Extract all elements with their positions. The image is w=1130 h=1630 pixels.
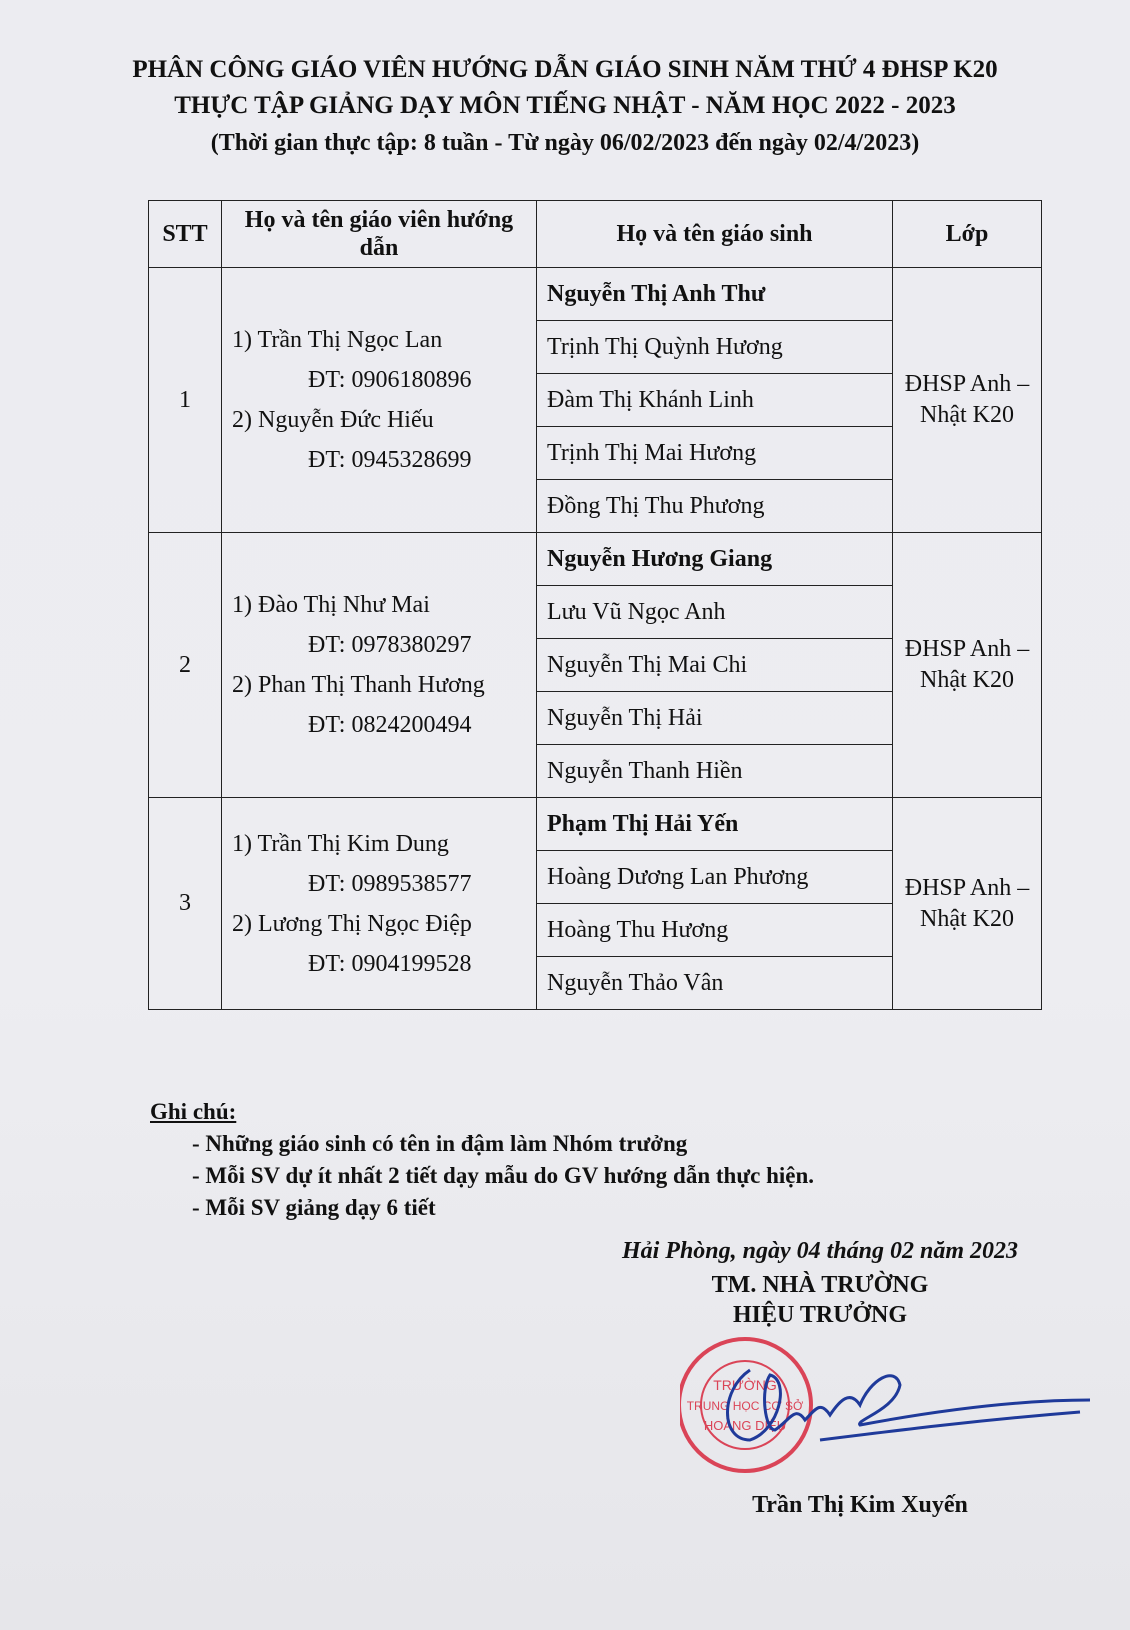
student-cell: Đàm Thị Khánh Linh	[537, 374, 893, 427]
teacher-cell	[222, 533, 537, 798]
teacher-1-phone: ĐT: 0989538577	[308, 870, 472, 897]
col-class: Lớp	[893, 201, 1042, 268]
note-item: - Mỗi SV dự ít nhất 2 tiết dạy mẫu do GV hướng dẫn thực hiện.	[192, 1163, 815, 1188]
class-cell: ĐHSP Anh – Nhật K20	[893, 533, 1042, 798]
place-date: Hải Phòng, ngày 04 tháng 02 năm 2023	[621, 1238, 1019, 1264]
student-cell: Nguyễn Thị Mai Chi	[537, 639, 893, 692]
class-cell: ĐHSP Anh – Nhật K20	[893, 798, 1042, 1010]
signer-title: HIỆU TRƯỞNG	[732, 1302, 908, 1328]
stt-cell: 2	[149, 533, 222, 798]
teacher-2: 2) Nguyễn Đức Hiếu	[232, 407, 434, 433]
notes	[150, 1096, 814, 1224]
svg-text:HOÀNG DIỆU: HOÀNG DIỆU	[703, 1418, 787, 1433]
teacher-2-phone: ĐT: 0945328699	[308, 447, 472, 473]
student-cell: Nguyễn Thị Anh Thư	[537, 268, 893, 321]
stt-cell: 3	[149, 798, 222, 1010]
title-line-3: (Thời gian thực tập: 8 tuần - Từ ngày 06/02/2023 đến ngày 02/4/2023)	[210, 130, 920, 156]
student-cell: Hoàng Dương Lan Phương	[537, 851, 893, 904]
col-teacher: Họ và tên giáo viên hướng dẫn	[222, 201, 537, 268]
student-cell: Đồng Thị Thu Phương	[537, 480, 893, 533]
col-student: Họ và tên giáo sinh	[537, 201, 893, 268]
note-item: - Những giáo sinh có tên in đậm làm Nhóm trưởng	[192, 1131, 688, 1156]
note-item: - Mỗi SV giảng dạy 6 tiết	[192, 1195, 436, 1220]
col-stt: STT	[149, 201, 222, 268]
student-cell: Trịnh Thị Mai Hương	[537, 427, 893, 480]
stamp-and-signature	[680, 1330, 1130, 1490]
teacher-cell	[222, 798, 537, 1010]
teacher-2: 2) Lương Thị Ngọc Điệp	[232, 910, 472, 937]
svg-text:TRUNG HỌC CƠ SỞ: TRUNG HỌC CƠ SỞ	[686, 1399, 804, 1413]
student-cell: Nguyễn Hương Giang	[537, 533, 893, 586]
table-row	[149, 798, 1042, 851]
student-cell: Lưu Vũ Ngọc Anh	[537, 586, 893, 639]
teacher-2: 2) Phan Thị Thanh Hương	[232, 672, 485, 698]
title-line-2: THỰC TẬP GIẢNG DẠY MÔN TIẾNG NHẬT - NĂM HỌC 2022 - 2023	[174, 92, 956, 119]
school-stamp	[680, 1339, 811, 1471]
teacher-1-phone: ĐT: 0906180896	[308, 367, 472, 393]
student-cell: Hoàng Thu Hương	[537, 904, 893, 957]
table-row	[149, 533, 1042, 586]
signer-name: Trần Thị Kim Xuyến	[752, 1492, 968, 1518]
table-row	[149, 268, 1042, 321]
teacher-1: 1) Đào Thị Như Mai	[232, 592, 430, 618]
teacher-2-phone: ĐT: 0904199528	[308, 950, 472, 977]
signer-org: TM. NHÀ TRƯỜNG	[711, 1272, 929, 1298]
notes-heading: Ghi chú:	[150, 1099, 237, 1124]
class-cell: ĐHSP Anh – Nhật K20	[893, 268, 1042, 533]
student-cell: Nguyễn Thị Hải	[537, 692, 893, 745]
assignment-table	[148, 200, 1042, 1010]
teacher-1-phone: ĐT: 0978380297	[308, 632, 472, 658]
stt-cell: 1	[149, 268, 222, 533]
student-cell: Trịnh Thị Quỳnh Hương	[537, 321, 893, 374]
teacher-cell	[222, 268, 537, 533]
student-cell: Phạm Thị Hải Yến	[537, 798, 893, 851]
student-cell: Nguyễn Thanh Hiền	[537, 745, 893, 798]
teacher-2-phone: ĐT: 0824200494	[308, 712, 472, 738]
title-line-1: PHÂN CÔNG GIÁO VIÊN HƯỚNG DẪN GIÁO SINH NĂM THỨ 4 ĐHSP K20	[132, 56, 998, 83]
student-cell: Nguyễn Thảo Vân	[537, 957, 893, 1010]
teacher-1: 1) Trần Thị Kim Dung	[232, 830, 449, 857]
svg-text:TRƯỜNG: TRƯỜNG	[713, 1377, 777, 1393]
teacher-1: 1) Trần Thị Ngọc Lan	[232, 327, 443, 353]
